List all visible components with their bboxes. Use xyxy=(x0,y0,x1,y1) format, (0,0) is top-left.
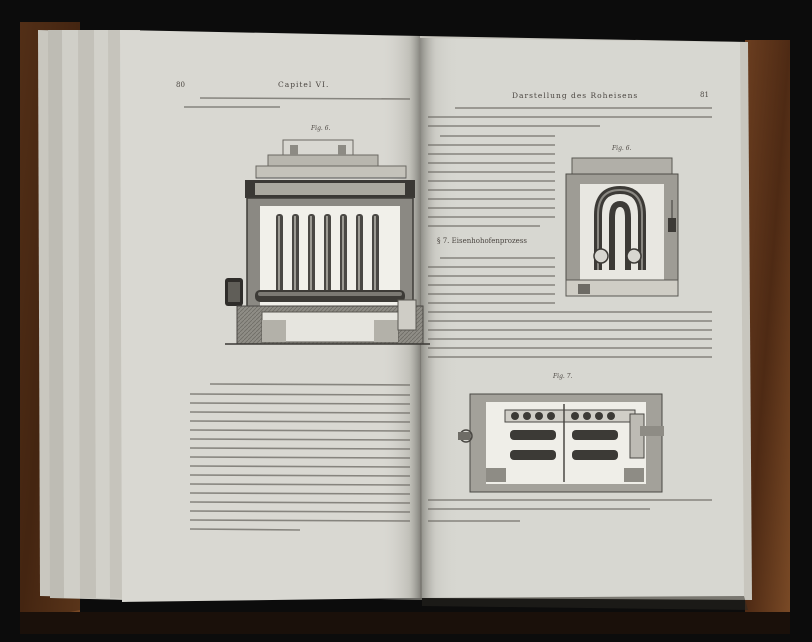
right-running-head: Darstellung des Roheisens xyxy=(512,91,639,100)
cover-bottom-edge xyxy=(20,612,790,634)
right-figure-caption-top: Fig. 6. xyxy=(612,145,632,152)
right-page-number: 81 xyxy=(700,91,709,99)
right-page xyxy=(420,38,744,598)
left-page-number: 80 xyxy=(176,81,185,89)
section-heading: § 7. Eisenhohofenprozess xyxy=(437,237,527,245)
right-figure-caption-bottom: Fig. 7. xyxy=(553,373,573,380)
left-figure-caption: Fig. 6. xyxy=(311,125,331,132)
left-running-head: Capitel VI. xyxy=(278,80,330,89)
figure-furnace-right-top xyxy=(566,158,678,296)
figure-plan-right-bottom xyxy=(458,394,664,492)
figure-furnace-left xyxy=(225,140,430,344)
cover-right xyxy=(745,40,790,620)
